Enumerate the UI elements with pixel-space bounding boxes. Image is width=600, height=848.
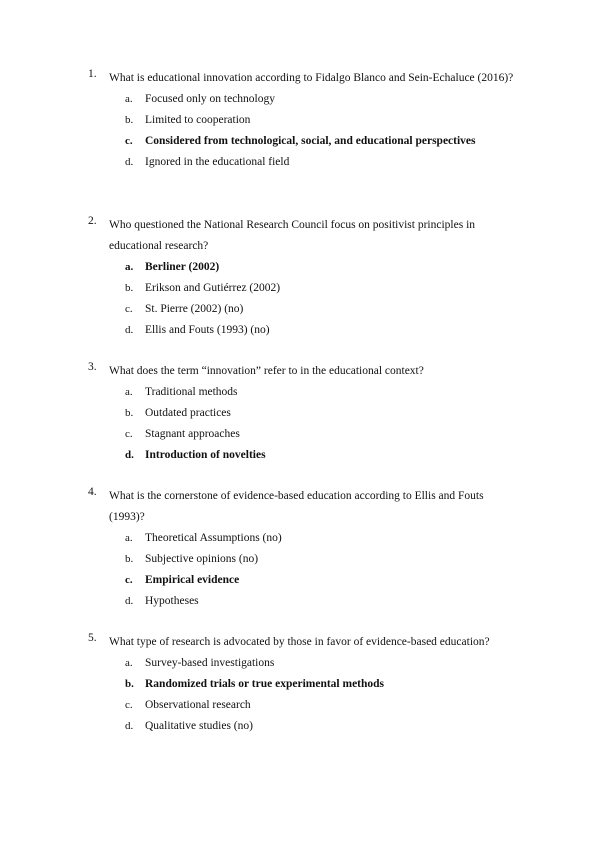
option-letter: c.: [125, 428, 133, 440]
question-text: What is educational innovation according to Fidalgo Blanco and Sein-Echaluce (2016)?: [109, 72, 514, 84]
option-text: Theoretical Assumptions (no): [145, 532, 282, 544]
option-item: [125, 674, 518, 695]
question-2: [88, 215, 518, 341]
question-1: [88, 68, 518, 173]
options-list: [125, 653, 518, 737]
option-text: Outdated practices: [145, 407, 231, 419]
option-letter: b.: [125, 553, 134, 565]
option-text: Hypotheses: [145, 595, 199, 607]
option-letter: c.: [125, 135, 133, 147]
option-letter: b.: [125, 114, 134, 126]
option-text: Ellis and Fouts (1993) (no): [145, 324, 270, 336]
question-text: What type of research is advocated by those in favor of evidence-based education?: [109, 636, 490, 648]
question-text: What does the term “innovation” refer to in the educational context?: [109, 365, 424, 377]
option-text: Considered from technological, social, and educational perspectives: [145, 135, 476, 147]
option-item: [125, 445, 518, 466]
option-item: [125, 653, 518, 674]
option-item: [125, 320, 518, 341]
option-letter: c.: [125, 303, 133, 315]
option-item: [125, 716, 518, 737]
option-letter: b.: [125, 407, 134, 419]
options-list: [125, 528, 518, 612]
option-letter: b.: [125, 282, 134, 294]
question-text: Who questioned the National Research Council focus on positivist principles in educational research?: [109, 219, 476, 252]
option-letter: a.: [125, 386, 133, 398]
option-letter: a.: [125, 532, 133, 544]
option-letter: d.: [125, 324, 134, 336]
option-letter: a.: [125, 261, 134, 273]
option-letter: d.: [125, 449, 134, 461]
option-text: Ignored in the educational field: [145, 156, 290, 168]
option-letter: d.: [125, 720, 134, 732]
option-item: [125, 257, 518, 278]
option-text: Subjective opinions (no): [145, 553, 259, 565]
option-text: Introduction of novelties: [145, 449, 266, 461]
options-list: [125, 89, 518, 173]
option-item: [125, 110, 518, 131]
question-4: [88, 486, 518, 612]
option-item: [125, 131, 518, 152]
question-text: What is the cornerstone of evidence-based education according to Ellis and Fouts (1993)?: [109, 490, 484, 523]
option-text: Stagnant approaches: [145, 428, 240, 440]
option-item: [125, 570, 518, 591]
question-number: 2.: [88, 215, 97, 227]
option-item: [125, 424, 518, 445]
option-letter: a.: [125, 657, 133, 669]
option-item: [125, 591, 518, 612]
option-text: Observational research: [145, 699, 251, 711]
option-letter: d.: [125, 595, 134, 607]
question-number: 3.: [88, 361, 97, 373]
option-item: [125, 695, 518, 716]
option-item: [125, 89, 518, 110]
options-list: [125, 382, 518, 466]
option-letter: a.: [125, 93, 133, 105]
question-number: 1.: [88, 68, 97, 80]
option-text: Empirical evidence: [145, 574, 240, 586]
option-text: Focused only on technology: [145, 93, 275, 105]
option-letter: c.: [125, 574, 133, 586]
option-item: [125, 528, 518, 549]
option-text: Limited to cooperation: [145, 114, 251, 126]
option-item: [125, 278, 518, 299]
option-letter: d.: [125, 156, 134, 168]
option-letter: c.: [125, 699, 133, 711]
question-number: 5.: [88, 632, 97, 644]
option-text: Erikson and Gutiérrez (2002): [145, 282, 281, 294]
question-3: [88, 361, 518, 466]
options-list: [125, 257, 518, 341]
question-5: [88, 632, 518, 737]
option-text: Traditional methods: [145, 386, 238, 398]
option-item: [125, 403, 518, 424]
option-text: Qualitative studies (no): [145, 720, 253, 732]
option-item: [125, 382, 518, 403]
option-text: Randomized trials or true experimental methods: [145, 678, 385, 690]
option-text: St. Pierre (2002) (no): [145, 303, 244, 315]
option-item: [125, 299, 518, 320]
option-text: Berliner (2002): [145, 261, 220, 273]
option-item: [125, 549, 518, 570]
option-text: Survey-based investigations: [145, 657, 275, 669]
option-item: [125, 152, 518, 173]
option-letter: b.: [125, 678, 134, 690]
question-number: 4.: [88, 486, 97, 498]
